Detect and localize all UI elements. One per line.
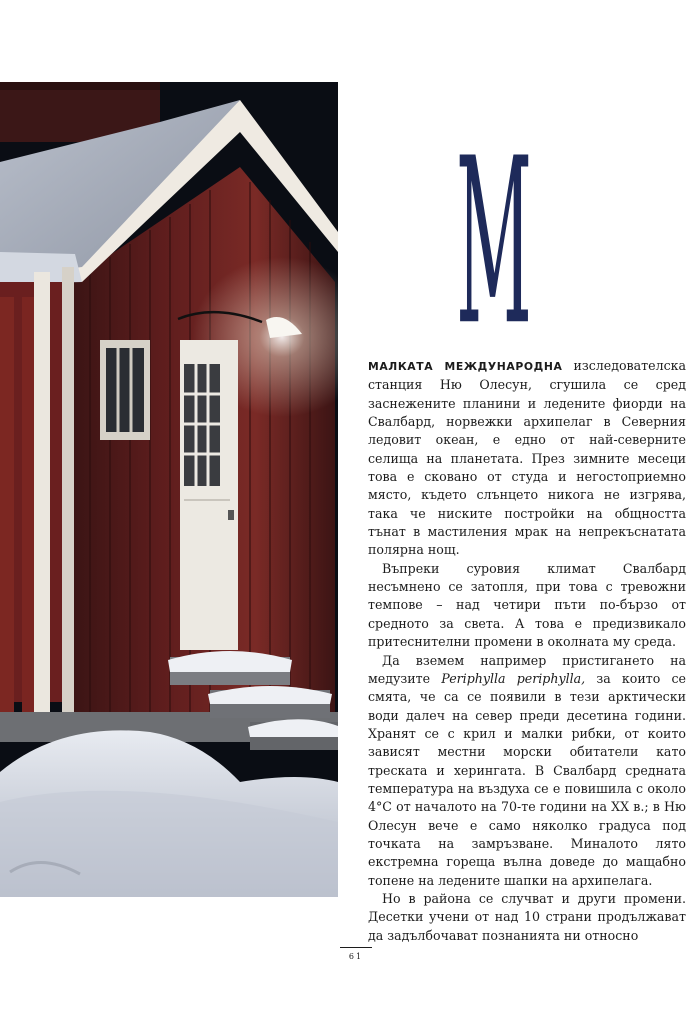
paragraph-1-text: изследователска станция Ню Олесун, сгушила се сред заснежените планини и ледените фиорди на Свалбард, норвежки архипелаг в Северния ледовит океан, е едно от най-северните селища на планетата. През зимните месеци това е сковано от студа и негостоприемно място, където слънцето никога не изгрява, така че ниските постройки на общността тънат в мастиления мрак на непрекъснатата полярна нощ.: [368, 358, 686, 558]
cabin-night-photo: [0, 82, 338, 897]
paragraph-3-text-a: Да вземем например пристигането на медузите: [368, 652, 686, 686]
drop-cap-letter: [455, 96, 533, 332]
drop-cap-text: М: [456, 109, 532, 332]
paragraph-3-text-b: за които се смята, че са се появили в тези арктически води далеч на север преди десетина години. Хранят се с крил и малки рибки, от които зависят местни морски обитатели като трескaта и херингата. В Свалбард средната температура на въздуха се е повишила с около 4°С от началото на 70-те години на ХХ в.; в Ню Олесун вече е само няколко градуса под точката на замръзване. Миналото лято екстремна гореща вълна доведе до мащабно топене на ледените шапки на архипелага.: [368, 670, 686, 888]
paragraph-3: [368, 652, 686, 890]
drop-cap-glyph: [455, 96, 533, 332]
folio-rule: [340, 947, 372, 948]
article-body: [368, 357, 686, 945]
paragraph-1: [368, 357, 686, 560]
cabin-illustration: [0, 82, 338, 897]
species-name: Periphylla periphylla,: [441, 670, 586, 686]
paragraph-2: Въпреки суровия климат Свалбард несъмнено се затопля, при това с тревожни темпове – над четири пъти по-бързо от средното за света. А това е предизвикало притеснителни промени в околната му среда.: [368, 560, 686, 650]
page-number: 61: [348, 952, 364, 961]
paragraph-4: Но в района се случват и други промени. Десетки учени от над 10 страни продължават да задълбочават познанията ни относно: [368, 890, 686, 943]
lead-in: МАЛКАТА МЕЖДУНАРОДНА: [368, 360, 563, 373]
